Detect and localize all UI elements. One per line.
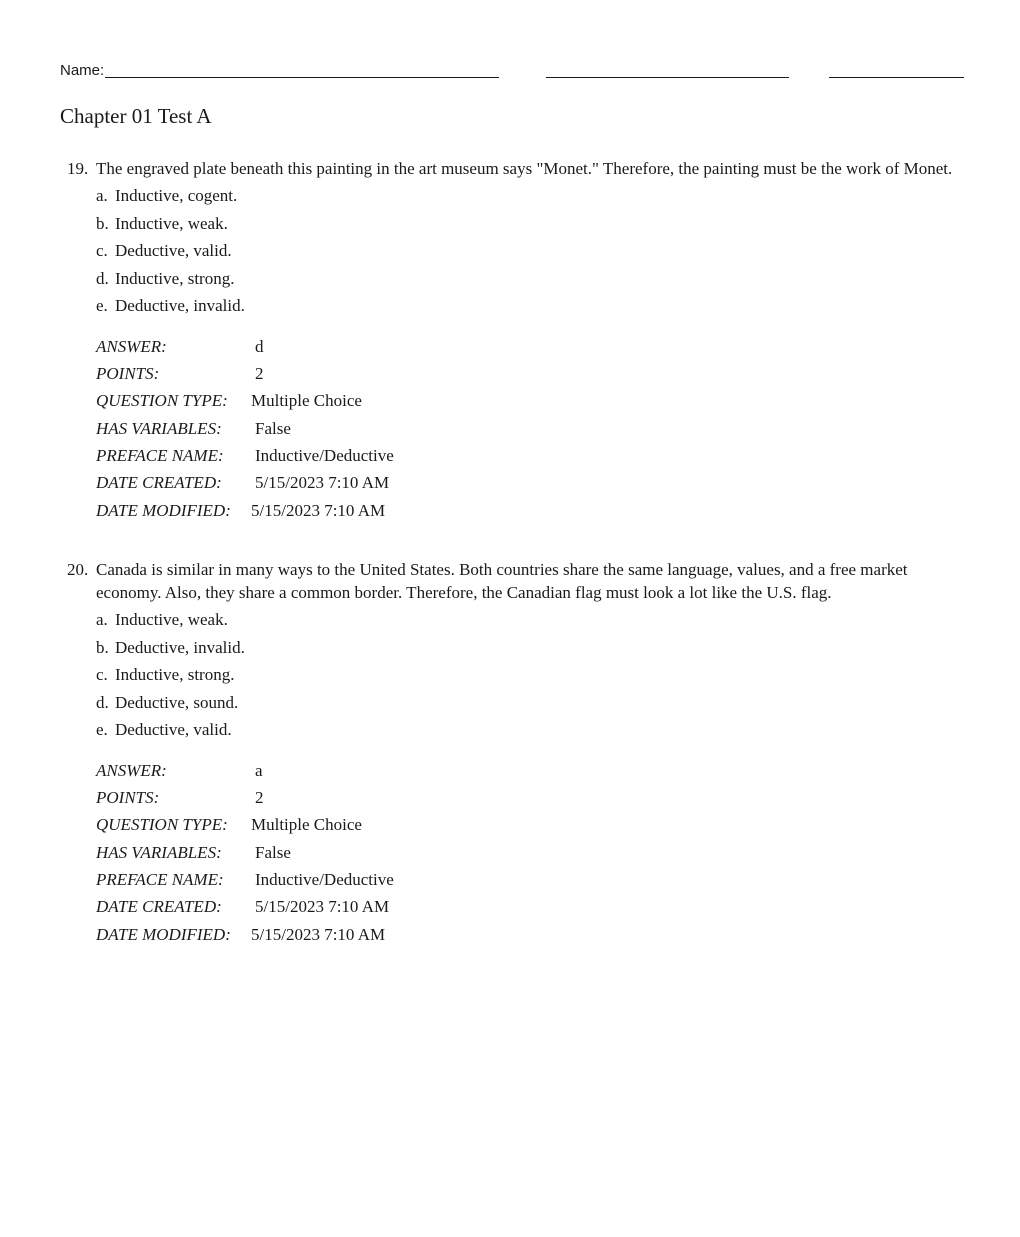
question-text: The engraved plate beneath this painting in the art museum says "Monet." Therefore, the painting must be the work of Monet. bbox=[96, 159, 953, 178]
choice-text: Inductive, strong. bbox=[115, 665, 235, 684]
choice-item bbox=[96, 265, 960, 293]
meta-date-created bbox=[96, 893, 960, 920]
meta-value: Inductive/Deductive bbox=[255, 446, 394, 466]
meta-has-variables bbox=[96, 839, 960, 866]
meta-value: a bbox=[255, 760, 263, 780]
meta-preface-name bbox=[96, 442, 960, 469]
question-metadata bbox=[96, 333, 960, 525]
meta-has-variables bbox=[96, 415, 960, 442]
meta-label: DATE MODIFIED: bbox=[96, 500, 231, 520]
meta-value: False bbox=[255, 418, 291, 438]
meta-value: 5/15/2023 7:10 AM bbox=[251, 924, 386, 944]
choice-item bbox=[96, 292, 960, 320]
question-metadata bbox=[96, 757, 960, 949]
meta-date-created bbox=[96, 469, 960, 496]
choice-text: Inductive, cogent. bbox=[115, 186, 238, 205]
meta-label: ANSWER: bbox=[96, 760, 167, 780]
choice-letter: c. bbox=[96, 241, 108, 260]
choice-letter: b. bbox=[96, 213, 109, 233]
choice-letter: e. bbox=[96, 720, 108, 739]
name-label: Name: bbox=[60, 62, 105, 79]
chapter-title: Chapter 01 Test A bbox=[60, 104, 212, 128]
meta-value: 5/15/2023 7:10 AM bbox=[255, 897, 390, 917]
question-stem bbox=[60, 157, 954, 180]
meta-label: HAS VARIABLES: bbox=[96, 418, 222, 438]
meta-points bbox=[96, 360, 960, 387]
choice-letter: a. bbox=[96, 610, 108, 629]
meta-label: DATE CREATED: bbox=[96, 473, 222, 493]
meta-label: PREFACE NAME: bbox=[96, 446, 224, 466]
meta-answer bbox=[96, 757, 960, 784]
choice-text: Inductive, strong. bbox=[115, 268, 235, 288]
meta-value: d bbox=[255, 336, 264, 356]
meta-date-modified bbox=[96, 497, 960, 524]
meta-question-type bbox=[96, 811, 960, 838]
choice-text: Inductive, weak. bbox=[115, 610, 228, 629]
meta-value: 2 bbox=[255, 787, 264, 807]
question-number: 19. bbox=[67, 159, 89, 178]
choice-item bbox=[96, 606, 960, 634]
choice-letter: e. bbox=[96, 296, 108, 315]
question-stem bbox=[60, 558, 954, 604]
meta-value: False bbox=[255, 842, 291, 862]
choice-item bbox=[96, 182, 960, 210]
choice-list bbox=[96, 606, 960, 744]
question-text: Canada is similar in many ways to the United States. Both countries share the same language, values, and a free market economy. Also, they share a common border. Therefore, the Canadian flag must look a lot like the U.S. flag. bbox=[96, 560, 908, 602]
meta-answer bbox=[96, 333, 960, 360]
choice-text: Inductive, weak. bbox=[115, 213, 228, 233]
meta-value: 5/15/2023 7:10 AM bbox=[251, 500, 386, 520]
choice-item bbox=[96, 689, 960, 717]
meta-label: HAS VARIABLES: bbox=[96, 842, 222, 862]
meta-points bbox=[96, 784, 960, 811]
choice-item bbox=[96, 634, 960, 662]
choice-text: Deductive, sound. bbox=[115, 692, 239, 712]
meta-value: Multiple Choice bbox=[251, 815, 362, 835]
question-20 bbox=[60, 558, 960, 948]
meta-value: 2 bbox=[255, 363, 264, 383]
meta-question-type bbox=[96, 387, 960, 414]
choice-text: Deductive, valid. bbox=[115, 241, 232, 260]
meta-label: POINTS: bbox=[96, 787, 160, 807]
meta-label: DATE MODIFIED: bbox=[96, 924, 231, 944]
choice-item bbox=[96, 210, 960, 238]
choice-text: Deductive, invalid. bbox=[115, 637, 245, 657]
meta-label: POINTS: bbox=[96, 363, 160, 383]
choice-text: Deductive, valid. bbox=[115, 720, 232, 739]
question-number: 20. bbox=[67, 560, 89, 579]
meta-preface-name bbox=[96, 866, 960, 893]
choice-letter: b. bbox=[96, 637, 109, 657]
name-blank-line bbox=[105, 77, 499, 78]
meta-value: Multiple Choice bbox=[251, 391, 362, 411]
blank-line-3 bbox=[829, 77, 964, 78]
choice-item bbox=[96, 716, 960, 744]
name-row bbox=[60, 60, 964, 80]
choice-item bbox=[96, 661, 960, 689]
blank-line-2 bbox=[546, 77, 789, 78]
choice-letter: d. bbox=[96, 692, 109, 712]
choice-text: Deductive, invalid. bbox=[115, 296, 245, 315]
meta-label: QUESTION TYPE: bbox=[96, 815, 228, 835]
meta-label: PREFACE NAME: bbox=[96, 870, 224, 890]
choice-letter: a. bbox=[96, 186, 108, 205]
meta-label: ANSWER: bbox=[96, 336, 167, 356]
choice-letter: d. bbox=[96, 268, 109, 288]
question-19 bbox=[60, 157, 960, 524]
meta-value: Inductive/Deductive bbox=[255, 870, 394, 890]
choice-list bbox=[96, 182, 960, 320]
meta-label: DATE CREATED: bbox=[96, 897, 222, 917]
meta-value: 5/15/2023 7:10 AM bbox=[255, 473, 390, 493]
choice-item bbox=[96, 237, 960, 265]
meta-date-modified bbox=[96, 921, 960, 948]
meta-label: QUESTION TYPE: bbox=[96, 391, 228, 411]
choice-letter: c. bbox=[96, 665, 108, 684]
